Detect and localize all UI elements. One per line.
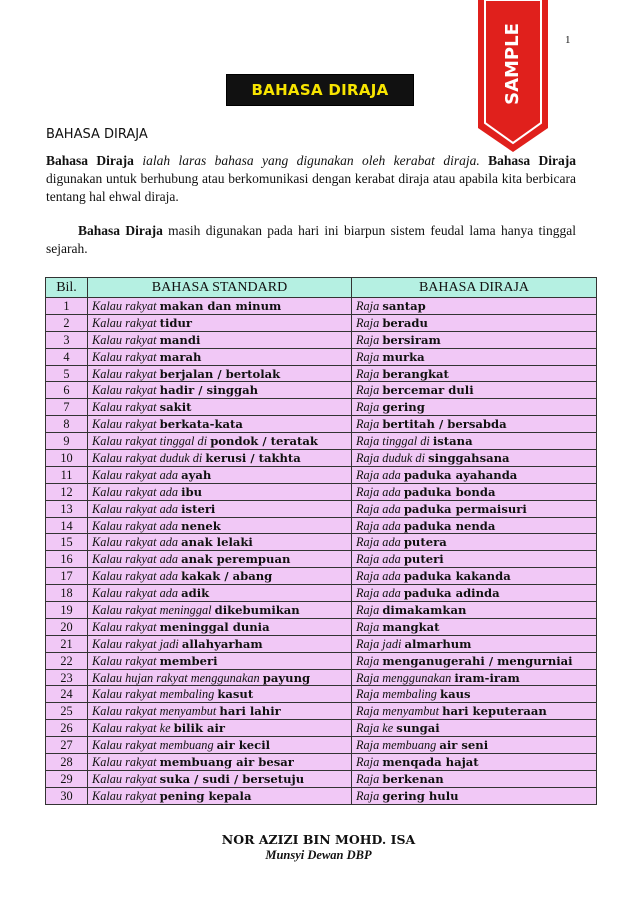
diraja-word: istana [432, 434, 473, 449]
standard-word: berkata-kata [159, 417, 243, 432]
standard-cell [88, 787, 352, 804]
standard-word: sakit [159, 400, 192, 415]
table-row [46, 568, 597, 585]
standard-prefix: Kalau rakyat [92, 619, 160, 634]
row-number: 7 [46, 399, 88, 416]
standard-word: mandi [159, 332, 201, 347]
standard-cell [88, 602, 352, 619]
standard-prefix: Kalau rakyat [92, 771, 160, 786]
row-number: 28 [46, 754, 88, 771]
diraja-word: paduka adinda [403, 586, 500, 601]
diraja-cell [352, 365, 597, 382]
table-row [46, 483, 597, 500]
standard-cell [88, 618, 352, 635]
diraja-prefix: Raja [356, 619, 383, 634]
diraja-cell [352, 686, 597, 703]
standard-word: meninggal dunia [159, 619, 270, 634]
diraja-prefix: Raja ada [356, 569, 404, 584]
standard-prefix: Kalau hujan rakyat menggunakan [92, 670, 263, 685]
diraja-word: bersiram [382, 332, 441, 347]
header-bil: Bil. [46, 278, 88, 298]
standard-prefix: Kalau rakyat jadi [92, 636, 182, 651]
table-header-row [46, 278, 597, 298]
table-row [46, 348, 597, 365]
table-row [46, 551, 597, 568]
table-row [46, 585, 597, 602]
diraja-cell [352, 466, 597, 483]
diraja-cell [352, 433, 597, 450]
diraja-word: paduka kakanda [403, 569, 511, 584]
standard-prefix: Kalau rakyat [92, 754, 160, 769]
standard-prefix: Kalau rakyat [92, 400, 160, 415]
row-number: 18 [46, 585, 88, 602]
standard-cell [88, 585, 352, 602]
row-number: 8 [46, 416, 88, 433]
diraja-cell [352, 450, 597, 467]
header-diraja: BAHASA DIRAJA [352, 278, 597, 298]
table-row [46, 770, 597, 787]
author-role: Munsyi Dewan DBP [265, 848, 372, 862]
standard-word: dikebumikan [214, 602, 300, 617]
diraja-cell [352, 483, 597, 500]
diraja-prefix: Raja ada [356, 501, 404, 516]
table-row [46, 298, 597, 315]
diraja-word: paduka nenda [403, 518, 496, 533]
row-number: 17 [46, 568, 88, 585]
diraja-word: berangkat [382, 366, 449, 381]
standard-word: marah [159, 349, 202, 364]
diraja-word: gering hulu [382, 788, 459, 803]
standard-prefix: Kalau rakyat membaling [92, 687, 218, 702]
vocabulary-table [45, 277, 597, 805]
row-number: 21 [46, 635, 88, 652]
diraja-prefix: Raja ada [356, 467, 404, 482]
table-row [46, 433, 597, 450]
table-row [46, 314, 597, 331]
table-row [46, 517, 597, 534]
table-row [46, 416, 597, 433]
diraja-word: hari keputeraan [442, 704, 547, 719]
standard-cell [88, 382, 352, 399]
diraja-cell [352, 534, 597, 551]
term: Bahasa Diraja [488, 153, 577, 168]
standard-prefix: Kalau rakyat ada [92, 518, 182, 533]
diraja-cell [352, 585, 597, 602]
row-number: 10 [46, 450, 88, 467]
diraja-prefix: Raja [356, 754, 383, 769]
table-row [46, 534, 597, 551]
standard-word: ibu [181, 484, 203, 499]
standard-cell [88, 365, 352, 382]
standard-cell [88, 737, 352, 754]
sample-ribbon-stamp [478, 0, 548, 152]
standard-cell [88, 399, 352, 416]
diraja-word: almarhum [404, 636, 472, 651]
standard-prefix: Kalau rakyat meninggal [92, 602, 215, 617]
standard-cell [88, 686, 352, 703]
diraja-cell [352, 314, 597, 331]
diraja-cell [352, 635, 597, 652]
table-row [46, 737, 597, 754]
diraja-cell [352, 517, 597, 534]
diraja-cell [352, 754, 597, 771]
diraja-word: dimakamkan [382, 602, 467, 617]
row-number: 2 [46, 314, 88, 331]
author-name: NOR AZIZI BIN MOHD. ISA [221, 832, 416, 847]
row-number: 20 [46, 618, 88, 635]
standard-prefix: Kalau rakyat [92, 315, 160, 330]
diraja-cell [352, 770, 597, 787]
intro-paragraph-2 [46, 222, 576, 258]
diraja-word: air seni [439, 738, 489, 753]
diraja-prefix: Raja [356, 400, 383, 415]
standard-prefix: Kalau rakyat ada [92, 552, 182, 567]
diraja-prefix: Raja [356, 653, 383, 668]
diraja-word: paduka bonda [403, 484, 496, 499]
table-row [46, 686, 597, 703]
row-number: 22 [46, 652, 88, 669]
diraja-word: gering [382, 400, 425, 415]
standard-cell [88, 754, 352, 771]
standard-prefix: Kalau rakyat membuang [92, 738, 217, 753]
section-heading: BAHASA DIRAJA [46, 127, 148, 142]
row-number: 15 [46, 534, 88, 551]
standard-prefix: Kalau rakyat [92, 653, 160, 668]
diraja-word: bertitah / bersabda [382, 417, 507, 432]
standard-cell [88, 770, 352, 787]
standard-word: pening kepala [159, 788, 252, 803]
intro-paragraph-1 [46, 152, 576, 206]
standard-prefix: Kalau rakyat [92, 349, 160, 364]
diraja-prefix: Raja [356, 315, 383, 330]
standard-prefix: Kalau rakyat ada [92, 569, 182, 584]
table-row [46, 754, 597, 771]
diraja-prefix: Raja [356, 332, 383, 347]
standard-prefix: Kalau rakyat [92, 788, 160, 803]
diraja-cell [352, 348, 597, 365]
diraja-word: paduka ayahanda [403, 467, 518, 482]
diraja-word: murka [382, 349, 425, 364]
standard-prefix: Kalau rakyat ke [92, 721, 174, 736]
row-number: 4 [46, 348, 88, 365]
diraja-cell [352, 500, 597, 517]
diraja-cell [352, 382, 597, 399]
table-row [46, 450, 597, 467]
table-row [46, 618, 597, 635]
row-number: 23 [46, 669, 88, 686]
diraja-prefix: Raja [356, 417, 383, 432]
standard-cell [88, 652, 352, 669]
diraja-word: mangkat [382, 619, 440, 634]
diraja-word: paduka permaisuri [403, 501, 527, 516]
row-number: 16 [46, 551, 88, 568]
standard-word: pondok / teratak [210, 434, 318, 449]
diraja-prefix: Raja ada [356, 586, 404, 601]
standard-cell [88, 517, 352, 534]
standard-cell [88, 568, 352, 585]
standard-word: adik [181, 586, 210, 601]
diraja-prefix: Raja menggunakan [356, 670, 455, 685]
row-number: 24 [46, 686, 88, 703]
standard-cell [88, 331, 352, 348]
table-row [46, 652, 597, 669]
diraja-prefix: Raja [356, 366, 383, 381]
table-row [46, 669, 597, 686]
diraja-cell [352, 416, 597, 433]
diraja-cell [352, 551, 597, 568]
standard-cell [88, 314, 352, 331]
diraja-prefix: Raja ada [356, 552, 404, 567]
table-row [46, 635, 597, 652]
diraja-prefix: Raja [356, 771, 383, 786]
row-number: 11 [46, 466, 88, 483]
standard-word: memberi [159, 653, 218, 668]
diraja-word: beradu [382, 315, 428, 330]
standard-word: hari lahir [219, 704, 281, 719]
standard-prefix: Kalau rakyat [92, 298, 160, 313]
table-row [46, 365, 597, 382]
diraja-prefix: Raja membaling [356, 687, 441, 702]
standard-prefix: Kalau rakyat [92, 366, 160, 381]
page-number: 1 [565, 34, 571, 46]
standard-cell [88, 416, 352, 433]
row-number: 14 [46, 517, 88, 534]
diraja-cell [352, 298, 597, 315]
standard-word: makan dan minum [159, 298, 282, 313]
standard-word: anak perempuan [181, 552, 291, 567]
diraja-prefix: Raja tinggal di [356, 434, 433, 449]
standard-word: payung [262, 670, 311, 685]
diraja-prefix: Raja [356, 383, 383, 398]
standard-word: isteri [181, 501, 216, 516]
standard-cell [88, 466, 352, 483]
standard-cell [88, 551, 352, 568]
header-standard: BAHASA STANDARD [88, 278, 352, 298]
page-title: BAHASA DIRAJA [251, 81, 389, 99]
diraja-prefix: Raja membuang [356, 738, 440, 753]
row-number: 3 [46, 331, 88, 348]
diraja-cell [352, 787, 597, 804]
diraja-prefix: Raja ke [356, 721, 397, 736]
row-number: 9 [46, 433, 88, 450]
table-row [46, 331, 597, 348]
diraja-word: singgahsana [428, 450, 510, 465]
row-number: 26 [46, 720, 88, 737]
stamp-text: SAMPLE [502, 23, 523, 105]
standard-cell [88, 433, 352, 450]
row-number: 30 [46, 787, 88, 804]
diraja-word: santap [382, 298, 426, 313]
table-row [46, 500, 597, 517]
standard-prefix: Kalau rakyat [92, 332, 160, 347]
standard-prefix: Kalau rakyat duduk di [92, 450, 206, 465]
standard-cell [88, 450, 352, 467]
standard-prefix: Kalau rakyat ada [92, 535, 182, 550]
row-number: 27 [46, 737, 88, 754]
definition: ialah laras bahasa yang digunakan oleh kerabat diraja. [142, 153, 480, 168]
standard-word: suka / sudi / bersetuju [159, 771, 305, 786]
diraja-word: iram-iram [454, 670, 520, 685]
standard-cell [88, 669, 352, 686]
diraja-cell [352, 720, 597, 737]
row-number: 1 [46, 298, 88, 315]
diraja-word: bercemar duli [382, 383, 474, 398]
diraja-cell [352, 703, 597, 720]
standard-word: allahyarham [181, 636, 263, 651]
standard-cell [88, 534, 352, 551]
standard-word: hadir / singgah [159, 383, 259, 398]
diraja-word: menganugerahi / mengurniai [382, 653, 573, 668]
row-number: 29 [46, 770, 88, 787]
diraja-word: sungai [396, 721, 440, 736]
diraja-cell [352, 568, 597, 585]
row-number: 6 [46, 382, 88, 399]
standard-word: anak lelaki [181, 535, 253, 550]
diraja-prefix: Raja menyambut [356, 704, 443, 719]
standard-word: nenek [181, 518, 221, 533]
diraja-cell [352, 399, 597, 416]
table-row [46, 703, 597, 720]
diraja-word: kaus [440, 687, 471, 702]
standard-cell [88, 348, 352, 365]
standard-cell [88, 500, 352, 517]
table-row [46, 382, 597, 399]
diraja-prefix: Raja [356, 602, 383, 617]
diraja-cell [352, 602, 597, 619]
standard-prefix: Kalau rakyat ada [92, 467, 182, 482]
row-number: 19 [46, 602, 88, 619]
standard-word: berjalan / bertolak [159, 366, 281, 381]
diraja-prefix: Raja ada [356, 484, 404, 499]
row-number: 5 [46, 365, 88, 382]
table-body [46, 298, 597, 805]
standard-prefix: Kalau rakyat [92, 383, 160, 398]
diraja-cell [352, 618, 597, 635]
standard-prefix: Kalau rakyat ada [92, 586, 182, 601]
title-banner [226, 74, 414, 106]
diraja-prefix: Raja jadi [356, 636, 405, 651]
standard-prefix: Kalau rakyat [92, 417, 160, 432]
standard-word: bilik air [173, 721, 226, 736]
row-number: 25 [46, 703, 88, 720]
table-row [46, 399, 597, 416]
diraja-prefix: Raja ada [356, 518, 404, 533]
diraja-cell [352, 669, 597, 686]
standard-cell [88, 635, 352, 652]
author-block [0, 832, 637, 863]
standard-word: air kecil [216, 738, 271, 753]
standard-word: ayah [181, 467, 212, 482]
paragraph-text: digunakan untuk berhubung atau berkomunikasi dengan kerabat diraja atau apabila kita berbicara tentang hal ehwal diraja. [46, 171, 576, 204]
table-row [46, 720, 597, 737]
diraja-cell [352, 737, 597, 754]
table-row [46, 466, 597, 483]
standard-prefix: Kalau rakyat ada [92, 484, 182, 499]
term: Bahasa Diraja [78, 223, 163, 238]
standard-prefix: Kalau rakyat tinggal di [92, 434, 211, 449]
term: Bahasa Diraja [46, 153, 134, 168]
standard-cell [88, 720, 352, 737]
row-number: 13 [46, 500, 88, 517]
diraja-word: berkenan [382, 771, 444, 786]
table-row [46, 602, 597, 619]
row-number: 12 [46, 483, 88, 500]
paragraph-text: masih digunakan pada hari ini biarpun sistem feudal lama hanya tinggal sejarah. [46, 223, 576, 256]
diraja-cell [352, 652, 597, 669]
standard-word: kasut [217, 687, 254, 702]
diraja-prefix: Raja duduk di [356, 450, 429, 465]
diraja-word: puteri [403, 552, 444, 567]
diraja-prefix: Raja [356, 349, 383, 364]
diraja-prefix: Raja ada [356, 535, 404, 550]
diraja-cell [352, 331, 597, 348]
standard-cell [88, 298, 352, 315]
standard-cell [88, 483, 352, 500]
diraja-word: menqada hajat [382, 754, 479, 769]
table-row [46, 787, 597, 804]
standard-prefix: Kalau rakyat ada [92, 501, 182, 516]
standard-word: tidur [159, 315, 193, 330]
diraja-prefix: Raja [356, 298, 383, 313]
standard-word: membuang air besar [159, 754, 294, 769]
standard-prefix: Kalau rakyat menyambut [92, 704, 220, 719]
standard-word: kerusi / takhta [205, 450, 301, 465]
standard-cell [88, 703, 352, 720]
diraja-word: putera [403, 535, 447, 550]
diraja-prefix: Raja [356, 788, 383, 803]
standard-word: kakak / abang [181, 569, 273, 584]
